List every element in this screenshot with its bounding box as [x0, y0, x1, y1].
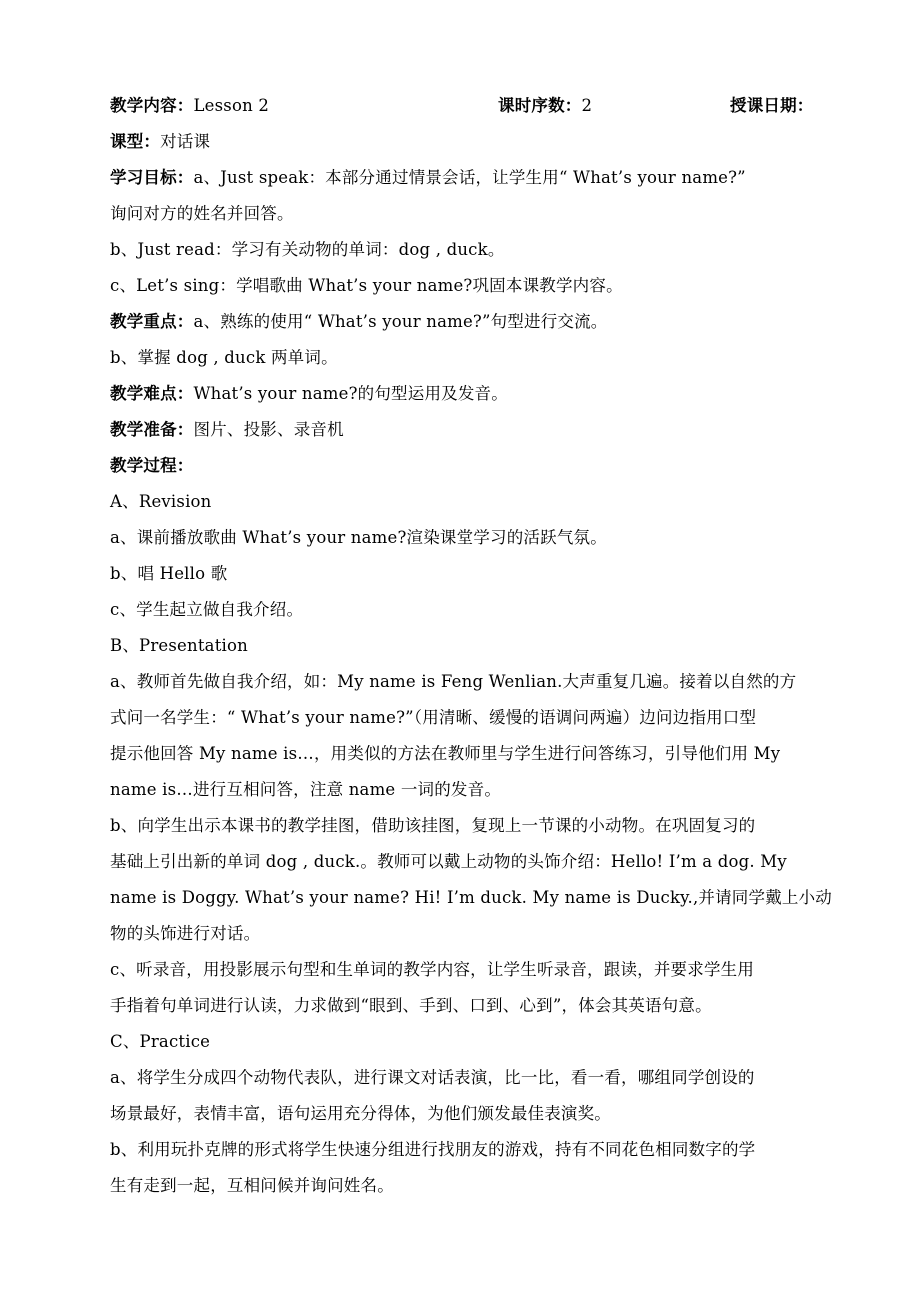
- header-line: [110, 96, 870, 116]
- date-label: 授课日期：: [730, 96, 814, 115]
- key-points-b: b、掌握 dog , duck 两单词。: [110, 348, 338, 367]
- key-points-label: 教学重点：: [110, 312, 194, 331]
- hours-value: 2: [581, 96, 593, 115]
- section-b-item-b-line4: 物的头饰进行对话。: [110, 924, 261, 943]
- section-b-title: B、Presentation: [110, 636, 248, 655]
- preparation-label: 教学准备：: [110, 420, 194, 439]
- section-a-title: A、Revision: [110, 492, 212, 511]
- goals-b: b、Just read：学习有关动物的单词：dog , duck。: [110, 240, 505, 259]
- section-b-item-b-line2: 基础上引出新的单词 dog , duck.。教师可以戴上动物的头饰介绍：Hello! I’m a dog. My: [110, 852, 787, 871]
- section-b-item-a-line2: 式问一名学生：“ What’s your name?”（用清晰、缓慢的语调问两遍）边问边指用口型: [110, 708, 757, 727]
- type-label: 课型：: [110, 132, 161, 151]
- goals-label: 学习目标：: [110, 168, 194, 187]
- difficulties-value: What’s your name?的句型运用及发音。: [193, 384, 508, 403]
- key-points-a: a、熟练的使用“ What’s your name?”句型进行交流。: [193, 312, 608, 331]
- content-label: 教学内容：: [110, 96, 194, 115]
- section-a-item-c: c、学生起立做自我介绍。: [110, 600, 304, 619]
- section-b-item-a-line4: name is…进行互相问答，注意 name 一词的发音。: [110, 780, 502, 799]
- hours-label: 课时序数：: [498, 96, 582, 115]
- section-c-item-a-line2: 场景最好，表情丰富，语句运用充分得体，为他们颁发最佳表演奖。: [110, 1104, 611, 1123]
- section-b-item-a-line1: a、教师首先做自我介绍，如：My name is Feng Wenlian.大声重复几遍。接着以自然的方: [110, 672, 797, 691]
- preparation-line: [110, 420, 870, 440]
- section-c-item-b-line2: 生有走到一起，互相问候并询问姓名。: [110, 1176, 394, 1195]
- section-b-item-c-line2: 手指着句单词进行认读，力求做到“眼到、手到、口到、心到”，体会其英语句意。: [110, 996, 712, 1015]
- goals-line-a1: [110, 168, 870, 188]
- section-a-item-b: b、唱 Hello 歌: [110, 564, 228, 583]
- hours-field: [498, 96, 592, 116]
- section-c-item-a-line1: a、将学生分成四个动物代表队，进行课文对话表演，比一比，看一看，哪组同学创设的: [110, 1068, 755, 1087]
- type-value: 对话课: [160, 132, 211, 151]
- section-b-item-c-line1: c、听录音，用投影展示句型和生单词的教学内容，让学生听录音，跟读，并要求学生用: [110, 960, 755, 979]
- difficulties-label: 教学难点：: [110, 384, 194, 403]
- preparation-value: 图片、投影、录音机: [193, 420, 344, 439]
- goals-a-line2: 询问对方的姓名并回答。: [110, 204, 294, 223]
- process-label: 教学过程：: [110, 456, 194, 475]
- content-value: Lesson 2: [193, 96, 270, 115]
- section-c-item-b-line1: b、利用玩扑克牌的形式将学生快速分组进行找朋友的游戏，持有不同花色相同数字的学: [110, 1140, 756, 1159]
- section-a-item-a: a、课前播放歌曲 What’s your name?渲染课堂学习的活跃气氛。: [110, 528, 607, 547]
- section-c-title: C、Practice: [110, 1032, 211, 1051]
- section-b-item-a-line3: 提示他回答 My name is…，用类似的方法在教师里与学生进行问答练习，引导他们用 My: [110, 744, 781, 763]
- key-points-line-a: [110, 312, 870, 332]
- goals-a-line1: a、Just speak：本部分通过情景会话，让学生用“ What’s your name?”: [193, 168, 746, 187]
- type-line: [110, 132, 870, 152]
- difficulties-line: [110, 384, 870, 404]
- section-b-item-b-line1: b、向学生出示本课书的教学挂图，借助该挂图，复现上一节课的小动物。在巩固复习的: [110, 816, 756, 835]
- section-b-item-b-line3: name is Doggy. What’s your name? Hi! I’m duck. My name is Ducky.,并请同学戴上小动: [110, 888, 833, 907]
- goals-c: c、Let’s sing：学唱歌曲 What’s your name?巩固本课教学内容。: [110, 276, 623, 295]
